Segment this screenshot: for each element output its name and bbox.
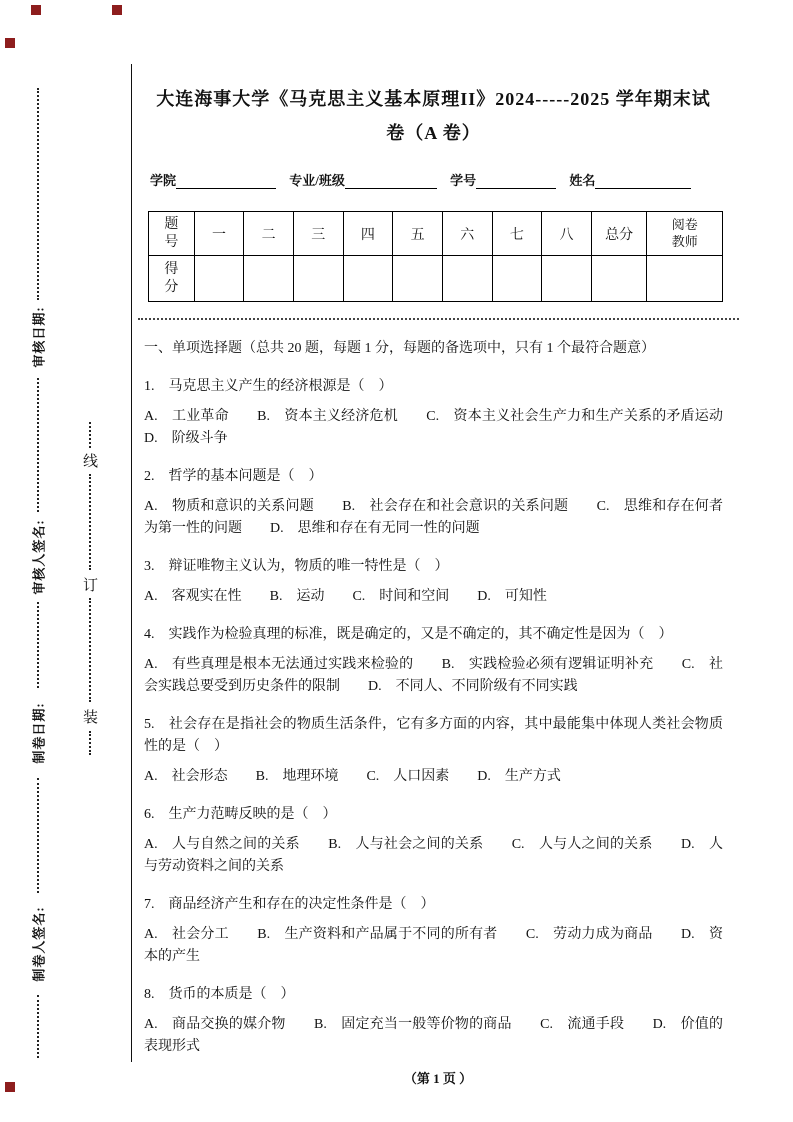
binding-dotted-line (89, 598, 91, 702)
margin-label-reviewer-signature: 审核人签名: (31, 519, 47, 595)
score-cell (194, 256, 244, 302)
info-label-college: 学院 (150, 173, 177, 188)
exam-title-line-2: 卷（A 卷） (386, 123, 481, 143)
info-field-name (569, 173, 691, 188)
info-blank-college (176, 174, 276, 189)
score-table-corner (149, 256, 195, 302)
binding-dotted-line (37, 378, 39, 512)
score-table-header-cell: 四 (343, 212, 393, 256)
question-options: A. 商品交换的媒介物 B. 固定充当一般等价物的商品 C. 流通手段 D. 价值的表现形式 (144, 1017, 723, 1054)
margin-label-review-date: 审核日期: (31, 306, 47, 368)
question-options: A. 客观实在性 B. 运动 C. 时间和空间 D. 可知性 (144, 589, 547, 604)
score-cell (647, 256, 723, 302)
question-stem: 4. 实践作为检验真理的标准，既是确定的，又是不确定的，其不确定性是因为（ ） (144, 627, 673, 642)
question-stem: 8. 货币的本质是（ ） (144, 987, 295, 1002)
info-field-major-class (289, 173, 437, 188)
question-5 (144, 714, 723, 788)
score-table-header-cell: 总分 (591, 212, 647, 256)
question-options: A. 工业革命 B. 资本主义经济危机 C. 资本主义社会生产力和生产关系的矛盾运动 D. 阶级斗争 (144, 409, 737, 446)
score-table-header-cell: 二 (244, 212, 294, 256)
question-7 (144, 894, 723, 968)
score-table-header-cell: 三 (293, 212, 343, 256)
question-stem: 5. 社会存在是指社会的物质生活条件，它有多方面的内容，其中最能集中体现人类社会物质性的是（ ） (144, 717, 723, 754)
info-label-name: 姓名 (569, 173, 596, 188)
score-table-corner-label: 题号 (164, 216, 179, 250)
score-cell (393, 256, 443, 302)
question-4 (144, 624, 723, 698)
exam-title (144, 82, 723, 150)
question-options: A. 物质和意识的关系问题 B. 社会存在和社会意识的关系问题 C. 思维和存在何者为第一性的问题 D. 思维和存在有无同一性的问题 (144, 499, 723, 536)
score-cell (244, 256, 294, 302)
dotted-separator (138, 318, 739, 320)
margin-label-paper-date: 制卷日期: (31, 702, 47, 764)
question-3 (144, 556, 723, 608)
question-8 (144, 984, 723, 1058)
registration-mark (31, 5, 41, 15)
question-stem: 2. 哲学的基本问题是（ ） (144, 469, 323, 484)
score-table-header-cell: 五 (393, 212, 443, 256)
question-6 (144, 804, 723, 878)
question-options: A. 社会形态 B. 地理环境 C. 人口因素 D. 生产方式 (144, 769, 561, 784)
student-info-line (144, 170, 723, 189)
score-table-header-cell: 六 (442, 212, 492, 256)
score-cell (293, 256, 343, 302)
binding-dotted-line (89, 474, 91, 570)
score-cell (343, 256, 393, 302)
score-table-corner-label: 得分 (164, 261, 179, 295)
binding-dotted-line (37, 88, 39, 300)
question-stem: 1. 马克思主义产生的经济根源是（ ） (144, 379, 393, 394)
info-field-college (150, 173, 276, 188)
question-options: A. 有些真理是根本无法通过实践来检验的 B. 实践检验必须有逻辑证明补充 C. 社会实践总要受到历史条件的限制 D. 不同人、不同阶级有不同实践 (144, 657, 723, 694)
score-table-corner (149, 212, 195, 256)
question-1 (144, 376, 737, 450)
binding-char-staple: 订 (83, 578, 99, 594)
info-blank-name (595, 174, 691, 189)
question-stem: 7. 商品经济产生和存在的决定性条件是（ ） (144, 897, 435, 912)
info-label-student-id: 学号 (450, 173, 477, 188)
page-number: （第 1 页 ） (403, 1071, 473, 1086)
binding-dotted-line (37, 778, 39, 893)
binding-dotted-line (89, 422, 91, 448)
binding-dotted-line (37, 995, 39, 1058)
info-label-major-class: 专业/班级 (289, 173, 345, 188)
binding-dotted-line (89, 731, 91, 755)
score-table-header-cell: 一 (194, 212, 244, 256)
margin-label-paper-maker-signature: 制卷人签名: (31, 906, 47, 982)
score-cell (542, 256, 592, 302)
score-table-header-cell: 八 (542, 212, 592, 256)
binding-char-bind: 装 (83, 710, 99, 726)
score-table-header-cell: 七 (492, 212, 542, 256)
section-heading: 一、单项选择题（总共 20 题，每题 1 分，每题的备选项中，只有 1 个最符合题意） (144, 341, 655, 356)
info-blank-major-class (345, 174, 437, 189)
exam-title-line-1: 大连海事大学《马克思主义基本原理II》2024-----2025 学年期末试 (156, 89, 711, 109)
binding-char-line: 线 (83, 454, 99, 470)
info-blank-student-id (476, 174, 556, 189)
score-table-header-cell (647, 212, 723, 256)
score-cell (492, 256, 542, 302)
exam-content (131, 64, 745, 1062)
registration-mark (5, 38, 15, 48)
grader-teacher-label: 阅卷教师 (671, 217, 698, 249)
info-field-student-id (450, 173, 556, 188)
question-2 (144, 466, 723, 540)
registration-mark (112, 5, 122, 15)
score-table (148, 211, 723, 302)
question-options: A. 人与自然之间的关系 B. 人与社会之间的关系 C. 人与人之间的关系 D. 人与劳动资料之间的关系 (144, 837, 723, 874)
registration-mark (5, 1082, 15, 1092)
question-stem: 3. 辩证唯物主义认为，物质的唯一特性是（ ） (144, 559, 449, 574)
score-cell (591, 256, 647, 302)
question-options: A. 社会分工 B. 生产资料和产品属于不同的所有者 C. 劳动力成为商品 D. 资本的产生 (144, 927, 723, 964)
question-stem: 6. 生产力范畴反映的是（ ） (144, 807, 337, 822)
binding-dotted-line (37, 602, 39, 688)
score-cell (442, 256, 492, 302)
